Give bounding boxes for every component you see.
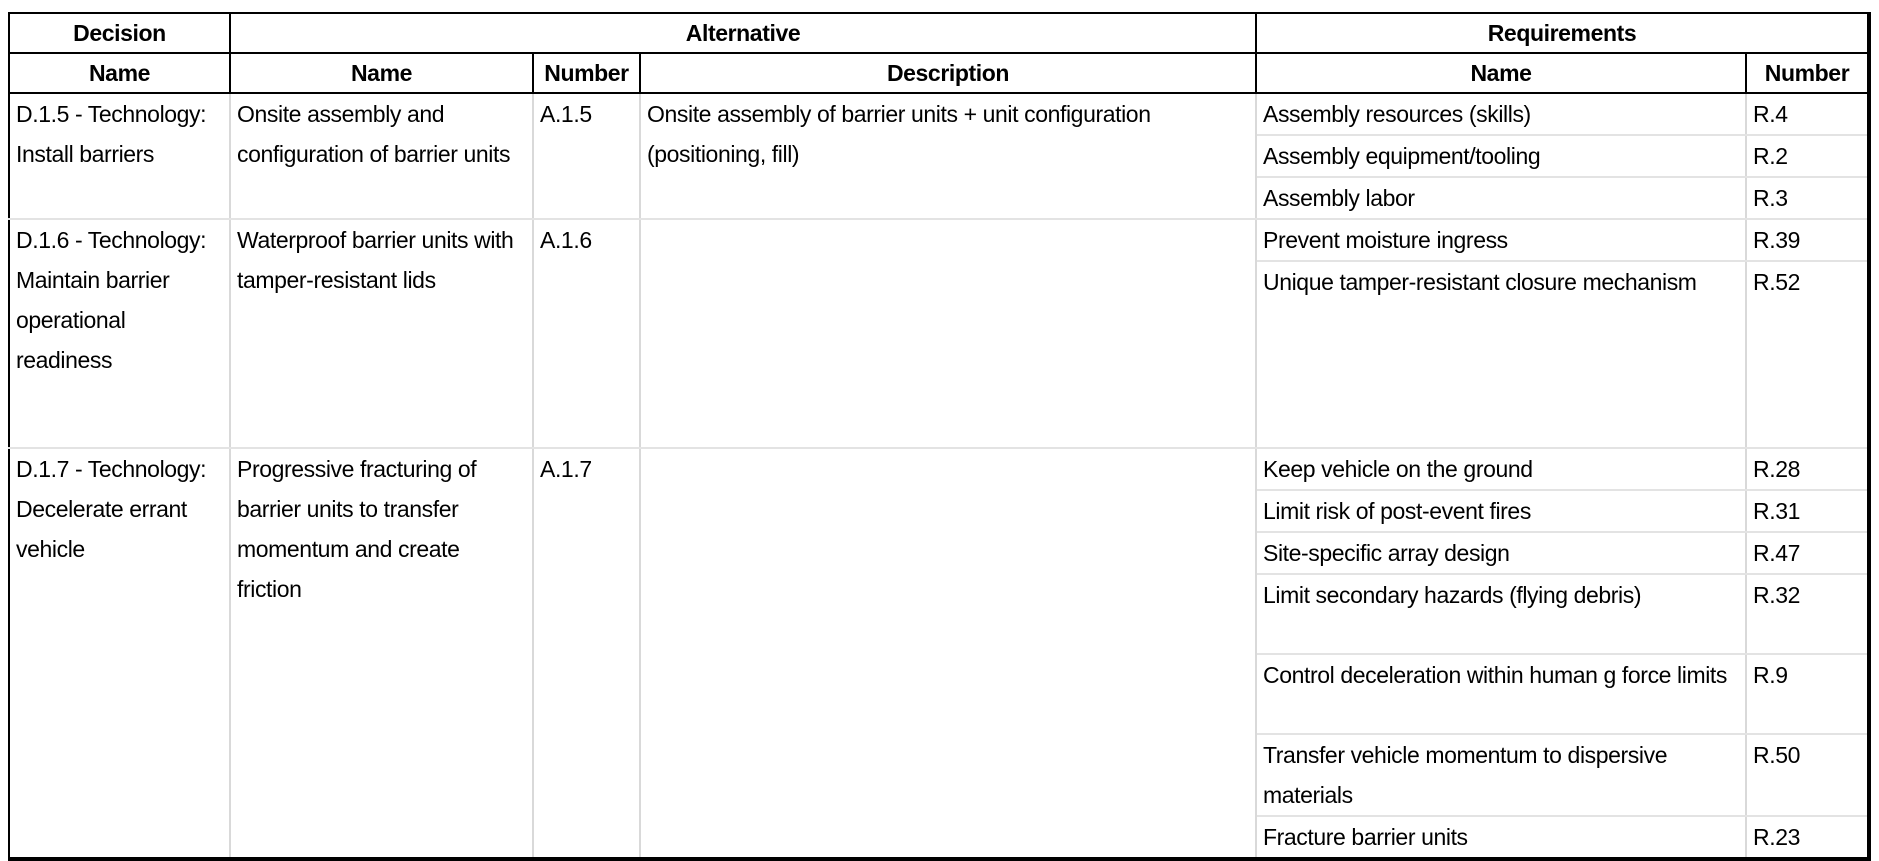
req-name-cell: Assembly labor: [1256, 177, 1746, 219]
req-name-cell: Assembly equipment/tooling: [1256, 135, 1746, 177]
req-name-cell: Site-specific array design: [1256, 532, 1746, 574]
col-alt-name: Name: [230, 53, 533, 93]
req-number-cell: R.3: [1746, 177, 1869, 219]
req-name-cell: Fracture barrier units: [1256, 816, 1746, 859]
req-name-cell: Limit secondary hazards (flying debris): [1256, 574, 1746, 654]
req-number-cell: R.28: [1746, 448, 1869, 490]
req-name-cell: Control deceleration within human g force limits: [1256, 654, 1746, 734]
alt-number-cell: A.1.7: [533, 448, 640, 859]
decision-cell: D.1.6 - Technology: Maintain barrier operational readiness: [9, 219, 230, 448]
col-alt-description: Description: [640, 53, 1256, 93]
table-row: [9, 219, 1869, 261]
col-alt-number: Number: [533, 53, 640, 93]
table-row: [9, 93, 1869, 135]
col-req-number: Number: [1746, 53, 1869, 93]
alt-name-cell: Onsite assembly and configuration of barrier units: [230, 93, 533, 219]
col-decision-name: Name: [9, 53, 230, 93]
group-header-row: [9, 13, 1869, 53]
alt-description-cell: [640, 448, 1256, 859]
req-number-cell: R.50: [1746, 734, 1869, 816]
req-number-cell: R.32: [1746, 574, 1869, 654]
req-number-cell: R.31: [1746, 490, 1869, 532]
req-name-cell: Assembly resources (skills): [1256, 93, 1746, 135]
req-number-cell: R.47: [1746, 532, 1869, 574]
alt-name-cell: Progressive fracturing of barrier units to transfer momentum and create friction: [230, 448, 533, 859]
col-req-name: Name: [1256, 53, 1746, 93]
req-name-cell: Limit risk of post-event fires: [1256, 490, 1746, 532]
column-header-row: [9, 53, 1869, 93]
req-name-cell: Keep vehicle on the ground: [1256, 448, 1746, 490]
alt-number-cell: A.1.5: [533, 93, 640, 219]
req-number-cell: R.4: [1746, 93, 1869, 135]
header-requirements: Requirements: [1256, 13, 1869, 53]
alt-name-cell: Waterproof barrier units with tamper-resistant lids: [230, 219, 533, 448]
req-number-cell: R.39: [1746, 219, 1869, 261]
alt-description-cell: [640, 219, 1256, 448]
req-number-cell: R.9: [1746, 654, 1869, 734]
header-decision: Decision: [9, 13, 230, 53]
req-name-cell: Transfer vehicle momentum to dispersive materials: [1256, 734, 1746, 816]
req-number-cell: R.23: [1746, 816, 1869, 859]
alt-number-cell: A.1.6: [533, 219, 640, 448]
req-name-cell: Prevent moisture ingress: [1256, 219, 1746, 261]
header-alternative: Alternative: [230, 13, 1256, 53]
decision-cell: D.1.7 - Technology: Decelerate errant vehicle: [9, 448, 230, 859]
req-number-cell: R.52: [1746, 261, 1869, 448]
requirements-table: [8, 12, 1871, 861]
req-name-cell: Unique tamper-resistant closure mechanism: [1256, 261, 1746, 448]
decision-cell: D.1.5 - Technology: Install barriers: [9, 93, 230, 219]
req-number-cell: R.2: [1746, 135, 1869, 177]
table-row: [9, 448, 1869, 490]
alt-description-cell: Onsite assembly of barrier units + unit configuration (positioning, fill): [640, 93, 1256, 219]
